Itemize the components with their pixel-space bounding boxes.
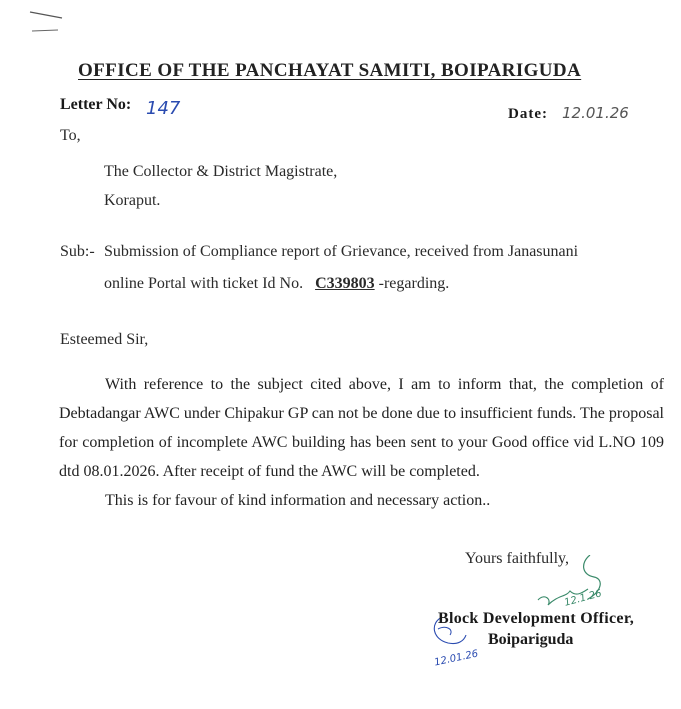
body-paragraph <box>59 370 664 515</box>
yours-faithfully: Yours faithfully, <box>465 550 570 567</box>
to-label: To, <box>60 127 81 144</box>
place: Boipariguda <box>488 631 574 648</box>
body-paragraph-1: With reference to the subject cited above, I am to inform that, the completion of Debtadangar AWC under Chipakur GP can not be done due to insufficient funds. The proposal for completion of incomplete AWC building has been sent to your Good office vid L.NO 109 dtd 08.01.2026. After receipt of fund the AWC will be completed. <box>59 376 664 480</box>
subject-line1: Submission of Compliance report of Grievance, received from Janasunani <box>104 243 579 260</box>
office-title: OFFICE OF THE PANCHAYAT SAMITI, BOIPARIGUDA <box>78 60 582 81</box>
addressee-line1: The Collector & District Magistrate, <box>104 163 338 180</box>
ticket-id: C339803 <box>315 275 375 292</box>
designation: Block Development Officer, <box>438 610 635 627</box>
addressee-line2: Koraput. <box>104 192 161 209</box>
salutation: Esteemed Sir, <box>60 331 149 348</box>
subject-line2-post: -regarding. <box>378 275 450 292</box>
letter-no-label: Letter No: <box>60 96 132 113</box>
subject-line2 <box>104 275 449 293</box>
body-paragraph-2: This is for favour of kind information and necessary action.. <box>105 492 491 509</box>
handwritten-date-2: 12.01.26 <box>433 648 480 669</box>
subject-line2-pre: online Portal with ticket Id No. <box>104 275 304 292</box>
subject-label: Sub:- <box>60 243 95 260</box>
date-label: Date: <box>508 106 548 122</box>
handwritten-date-1: 12.1.26 <box>563 588 603 609</box>
corner-pen-mark <box>28 6 68 36</box>
letter-no-value: 147 <box>146 98 181 119</box>
date-value: 12.01.26 <box>562 104 629 122</box>
